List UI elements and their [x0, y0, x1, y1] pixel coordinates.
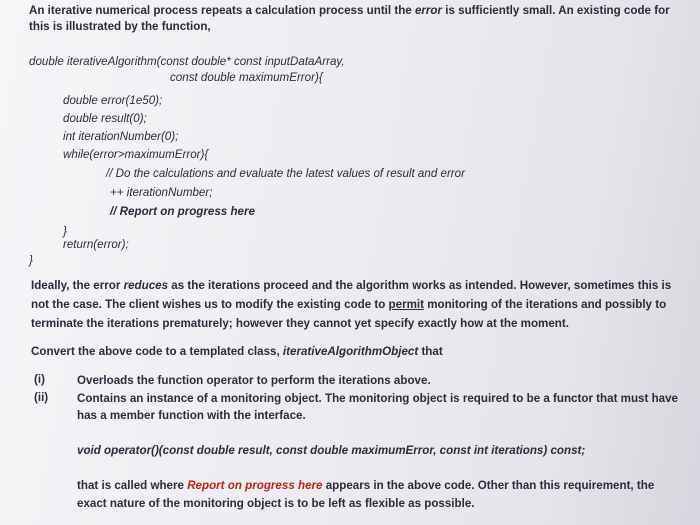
code-line-close-while: } — [63, 225, 67, 238]
code-line-result: double result(0); — [63, 112, 147, 125]
code-line-return: return(error); — [63, 238, 129, 251]
convert-line: Convert the above code to a templated class, iterativeAlgorithmObject that — [31, 345, 443, 358]
code-line-increment: ++ iterationNumber; — [110, 186, 213, 199]
operator-signature: void operator()(const double result, const double maximumError, const int iterations) const; — [77, 444, 586, 457]
code-line-while: while(error>maximumError){ — [63, 148, 209, 161]
intro-line-2: this is illustrated by the function, — [29, 20, 211, 33]
code-line-comment-report: // Report on progress here — [110, 205, 255, 218]
para2-line-2: not the case. The client wishes us to modify the existing code to permit monitoring of the iterations and possibly to — [31, 298, 667, 311]
item-number-1: (i) — [34, 373, 45, 386]
code-line-iteration: int iterationNumber(0); — [63, 130, 179, 143]
code-line-error: double error(1e50); — [63, 94, 163, 107]
final-line-2: exact nature of the monitoring object is to be left as flexible as possible. — [77, 497, 475, 510]
final-line-1: that is called where Report on progress here appears in the above code. Other than this requirement, the — [77, 479, 655, 492]
code-signature-1: double iterativeAlgorithm(const double* const inputDataArray, — [29, 55, 345, 68]
para2-line-1: Ideally, the error reduces as the iterations proceed and the algorithm works as intended. However, sometimes this is — [31, 279, 672, 292]
code-signature-2: const double maximumError){ — [170, 71, 323, 84]
item-number-2: (ii) — [34, 391, 49, 404]
intro-line-1: An iterative numerical process repeats a calculation process until the error is sufficiently small. An existing code for — [29, 4, 670, 17]
code-line-close-function: } — [29, 254, 33, 267]
item-text-1: Overloads the function operator to perform the iterations above. — [77, 374, 431, 387]
item-text-2: Contains an instance of a monitoring object. The monitoring object is required to be a functor that must have — [77, 392, 678, 405]
item-text-2-continued: has a member function with the interface. — [77, 409, 306, 422]
code-line-comment-calc: // Do the calculations and evaluate the latest values of result and error — [106, 167, 465, 180]
para2-line-3: terminate the iterations prematurely; however they cannot yet specify exactly how at the moment. — [31, 317, 569, 330]
